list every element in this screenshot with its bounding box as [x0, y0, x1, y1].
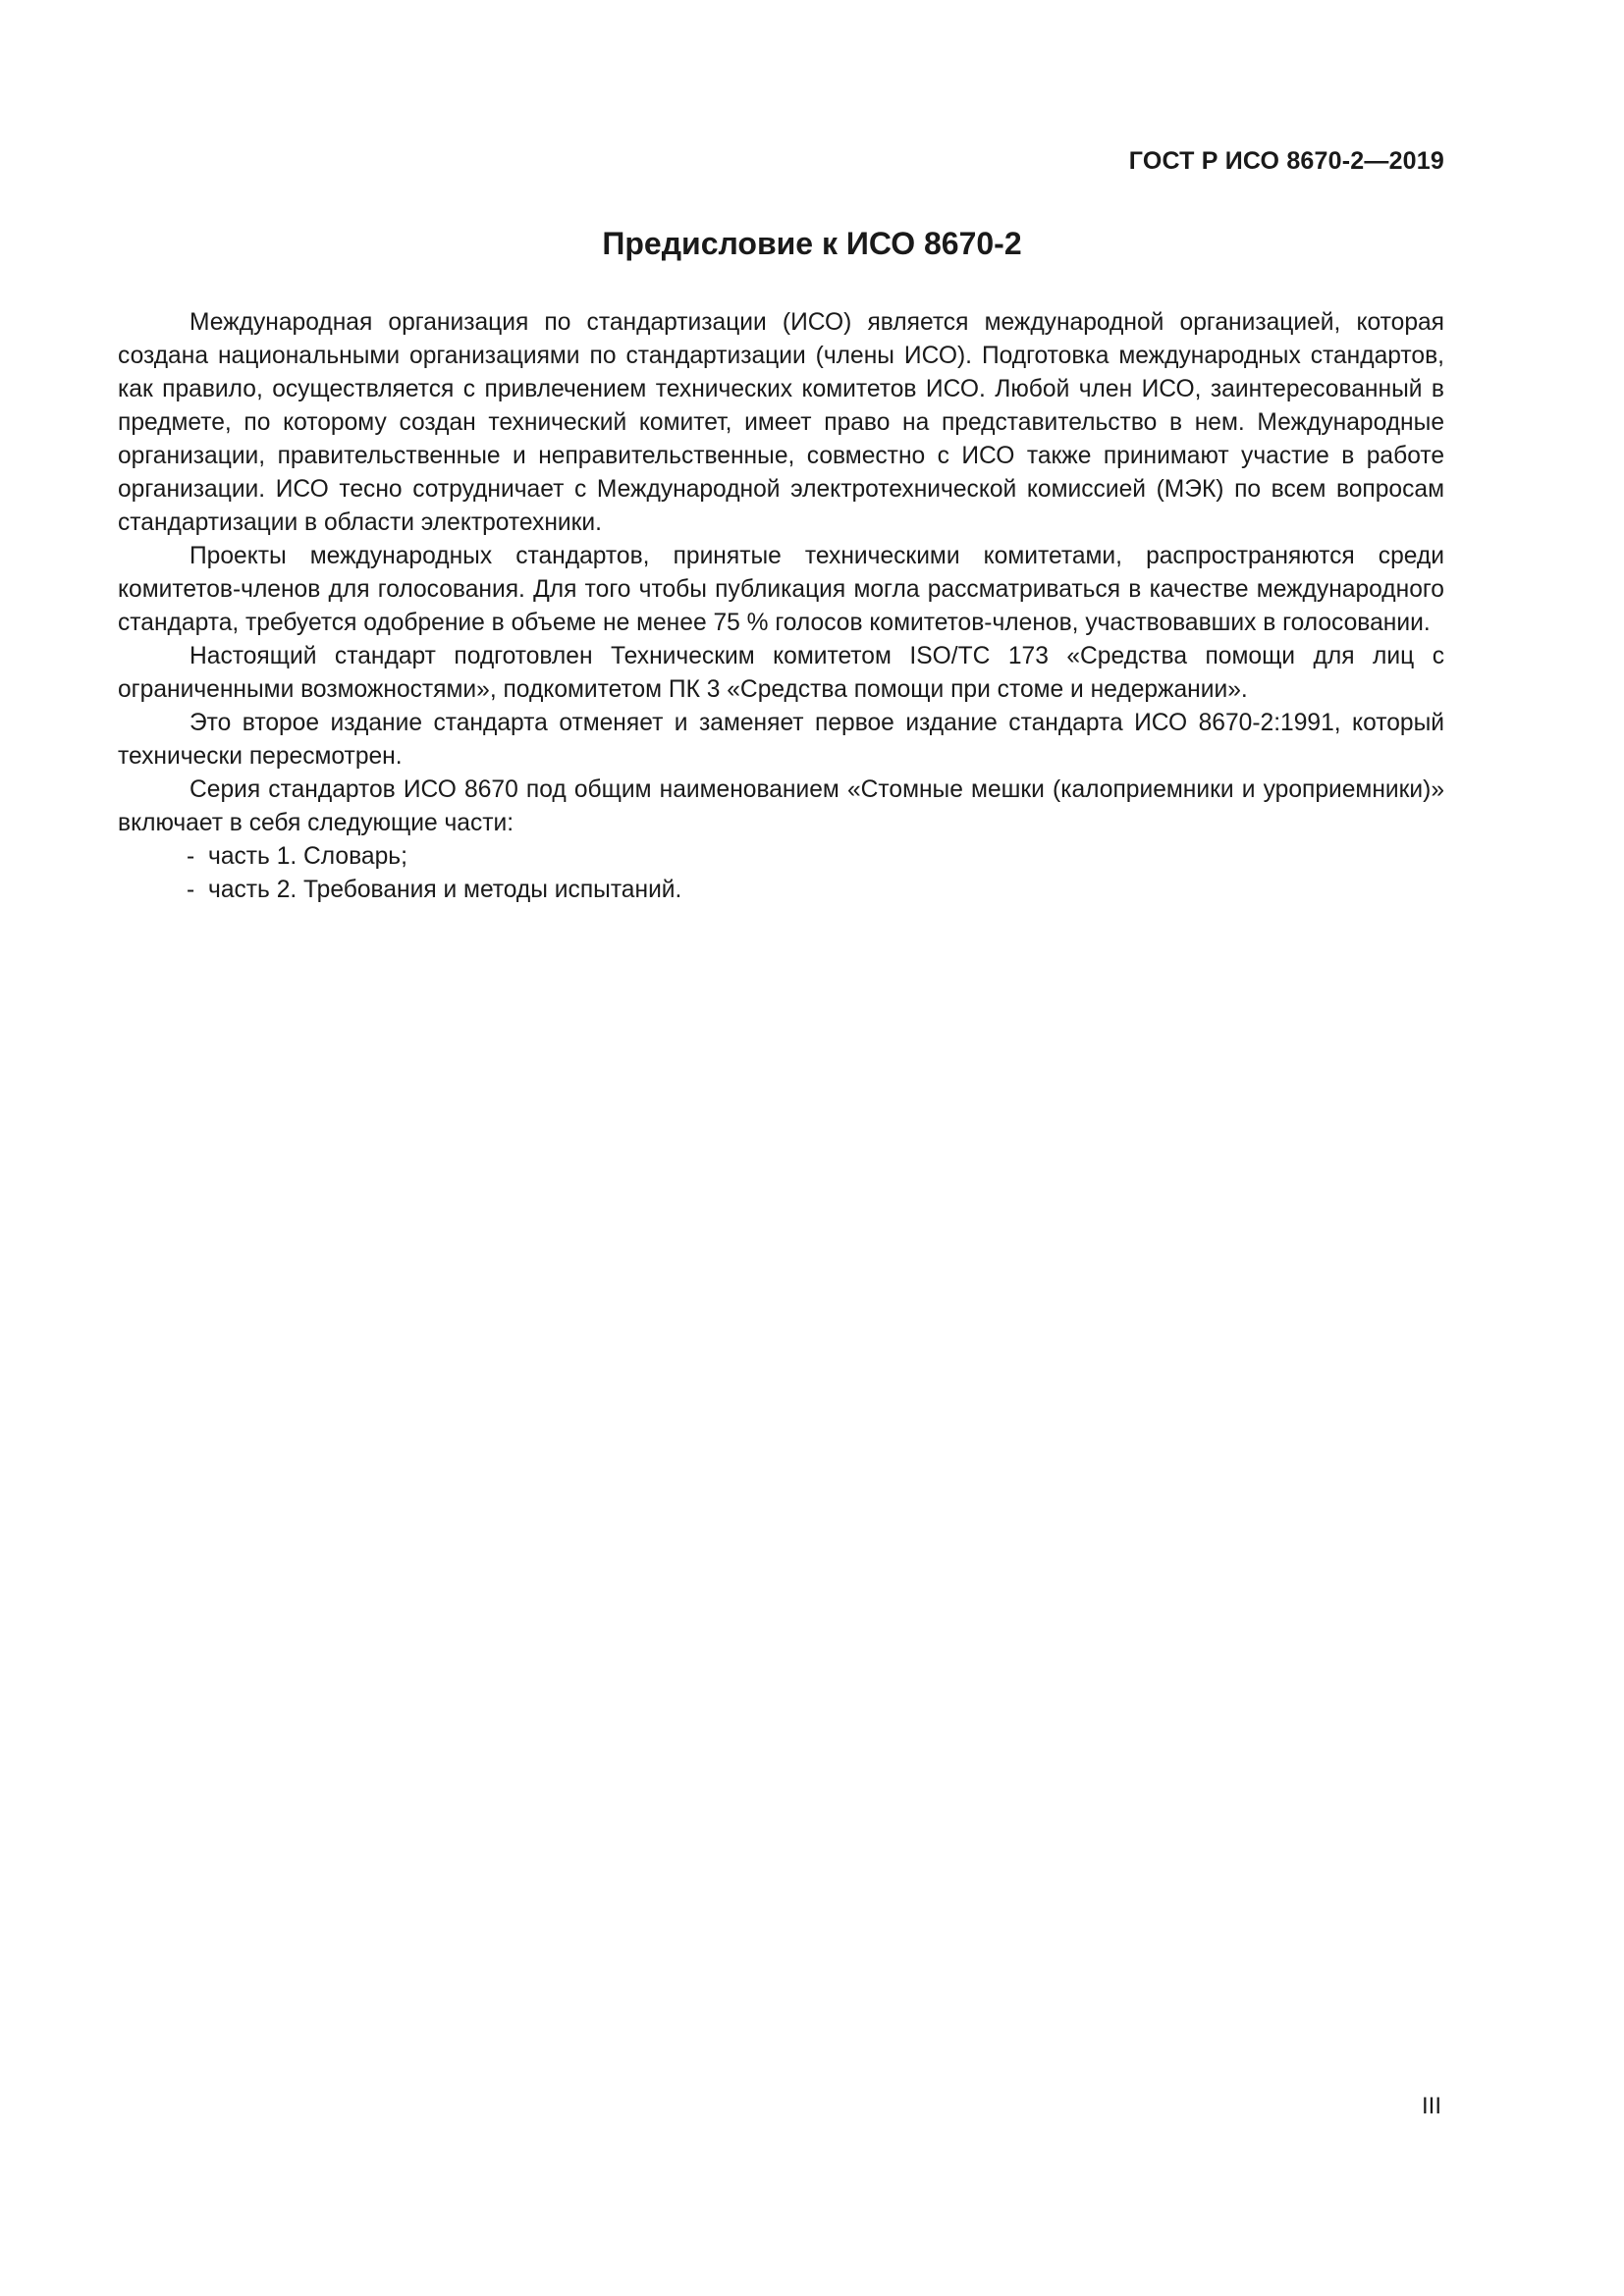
document-body [118, 306, 1444, 907]
paragraph: Серия стандартов ИСО 8670 под общим наименованием «Стомные мешки (калоприемники и уроприемники)» включает в себя следующие части: [118, 776, 1444, 836]
list-marker: - [187, 877, 195, 903]
list-marker: - [187, 843, 195, 870]
paragraph: Международная организация по стандартизации (ИСО) является международной организацией, которая создана национальными организациями по стандартизации (члены ИСО). Подготовка международных стандартов, как правило, осуществляется с привлечением технических комитетов ИСО. Любой член ИСО, заинтересованный в предмете, по которому создан технический комитет, имеет право на представительство в нем. Международные организации, правительственные и неправительственные, совместно с ИСО также принимают участие в работе организации. ИСО тесно сотрудничает с Международной электротехнической комиссией (МЭК) по всем вопросам стандартизации в области электротехники. [118, 309, 1444, 536]
parts-list [118, 840, 1444, 907]
page-number: III [1421, 2093, 1441, 2119]
list-item-text: часть 2. Требования и методы испытаний. [208, 877, 682, 903]
list-item [187, 840, 1444, 874]
list-item-text: часть 1. Словарь; [208, 843, 407, 870]
paragraph: Настоящий стандарт подготовлен Техническим комитетом ISO/TC 173 «Средства помощи для лиц с ограниченными возможностями», подкомитетом ПК 3 «Средства помощи при стоме и недержании». [118, 643, 1444, 703]
list-item [187, 874, 1444, 907]
paragraph: Это второе издание стандарта отменяет и заменяет первое издание стандарта ИСО 8670-2:1991, который технически пересмотрен. [118, 710, 1444, 770]
paragraph: Проекты международных стандартов, принятые техническими комитетами, распространяются среди комитетов-членов для голосования. Для того чтобы публикация могла рассматриваться в качестве международного стандарта, требуется одобрение в объеме не менее 75 % голосов комитетов-членов, участвовавших в голосовании. [118, 543, 1444, 636]
document-code-header: ГОСТ Р ИСО 8670-2—2019 [1128, 147, 1444, 175]
page-title: Предисловие к ИСО 8670-2 [602, 226, 1022, 261]
